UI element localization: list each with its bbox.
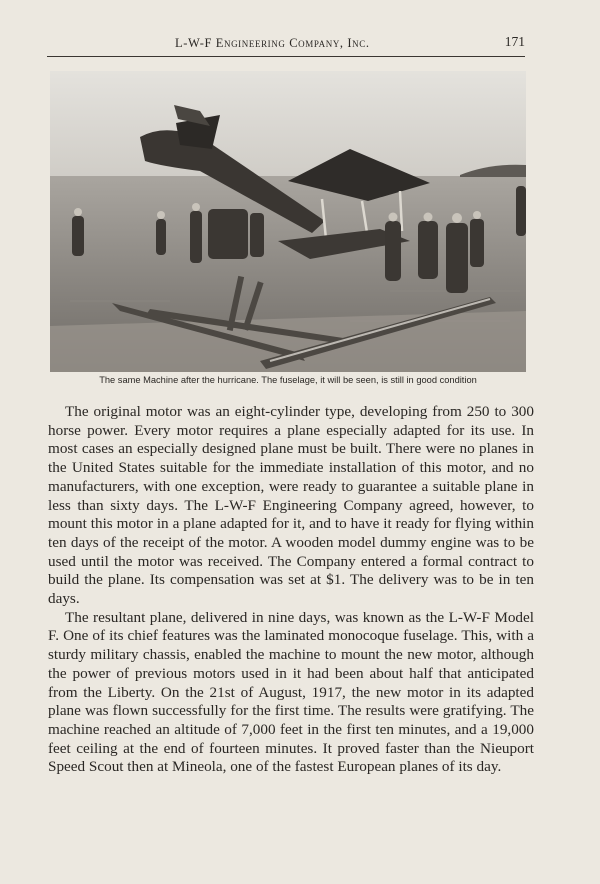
body-text	[48, 403, 534, 777]
running-head: L-W-F Engineering Company, Inc.	[175, 36, 370, 50]
page-header	[47, 32, 525, 57]
paragraph: The resultant plane, delivered in nine days, was known as the L-W-F Model F. One of its chief features was the laminated monocoque fuselage. This, with a sturdy military chassis, enabled the machine to mount the new motor, although the power of previous motors used in it had been about half that anticipated from the Liberty. On the 21st of August, 1917, the new motor in its adapted plane was flown successfully for the first time. The results were gratifying. The machine reached an altitude of 7,000 feet in the first ten minutes, and a 19,000 feet ceiling at the end of fourteen minutes. It proved faster than the Nieuport Speed Scout then at Mineola, one of the fastest European planes of its day.	[48, 608, 534, 776]
figure-caption: The same Machine after the hurricane. The fuselage, it will be seen, is still in good condition	[99, 375, 477, 385]
page-number: 171	[504, 34, 525, 49]
wrecked-seaplane-photo	[50, 71, 526, 372]
paragraph: The original motor was an eight-cylinder type, developing from 250 to 300 horse power. Every motor requires a plane especially adapted for its use. In most cases an especially designed plane must be built. There were no planes in the United States suitable for the immediate installation of this motor, and no manufacturers, with one exception, were ready to guarantee a suitable plane in less than sixty days. The L-W-F Engineering Company agreed, however, to mount this motor in a plane adapted for it, and to have it ready for flying within ten days of the receipt of the motor. A wooden model dummy engine was to be used until the motor was received. The Company entered a formal contract to build the plane. Its compensation was set at $1. The delivery was to be in ten days.	[48, 403, 534, 608]
